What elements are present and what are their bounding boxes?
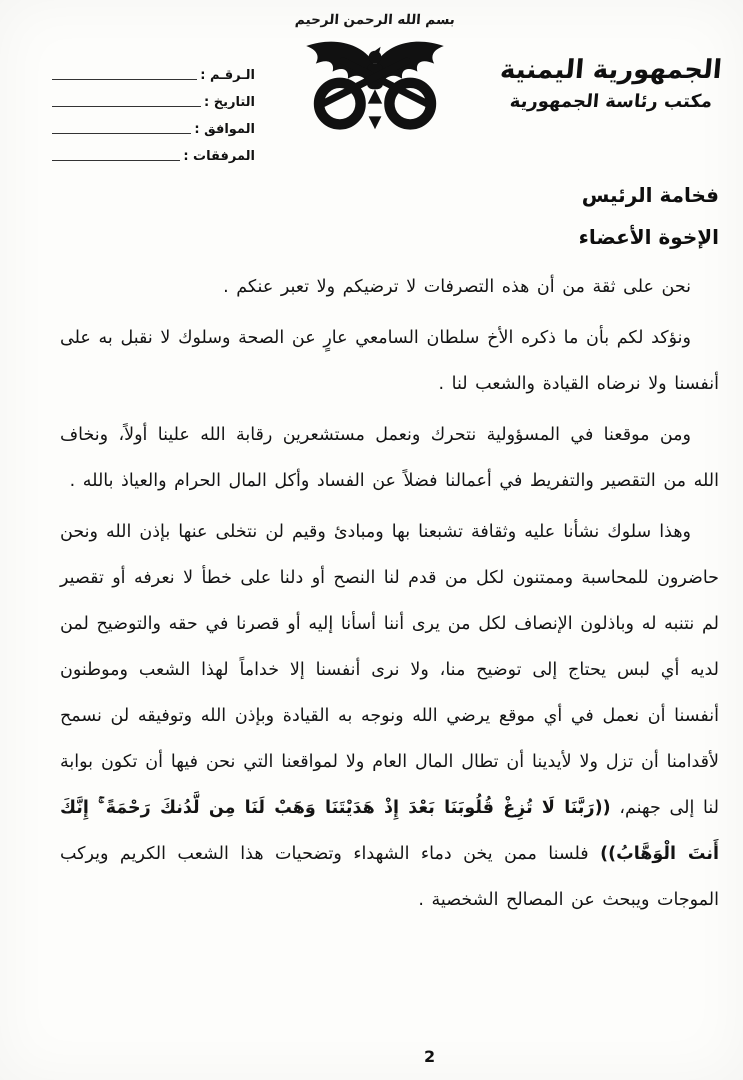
corresponding-fill-line <box>52 133 191 134</box>
form-row-corresponding <box>50 110 255 137</box>
salutation-president: فخامة الرئيس <box>581 183 719 207</box>
paragraph-4-pre-text: وهذا سلوك نشأنا عليه وثقافة تشبعنا بها ومبادئ وقيم لن نتخلى عنها بإذن الله ونحن حاضرون للمحاسبة وممتنون لكل من قدم لنا النصح أو دلنا على خطأ لا نعرفه أو تقصير لم نتنبه له وباذلون الإنصاف لكل من يرى أننا أسأنا إليه أو قصرنا في حقه والتوضيح لمن لديه أي لبس يحتاج إلى توضيح منا، ولا نرى أنفسنا إلا خداماً لهذا الشعب وموطنون أنفسنا أن نعمل في أي موقع يرضي الله ونوجه به القيادة وبإذن الله وتوفيقه لن نسمح لأقدامنا أن تزل ولا لأيدينا أن تطال المال العام ولا لمواقعنا التي نحن فيها أن تكون بوابة لنا إلى جهنم، <box>60 522 719 818</box>
yemen-eagle-emblem-icon <box>295 30 455 134</box>
paragraph-2: ونؤكد لكم بأن ما ذكره الأخ سلطان السامعي عارٍ عن الصحة وسلوك لا نقبل به على أنفسنا ولا نرضاه القيادة والشعب لنا . <box>60 328 719 394</box>
date-field-label: التاريخ : <box>204 95 255 110</box>
paragraph-4-post-text: فلسنا ممن يخن دماء الشهداء وتضحيات هذا الشعب الكريم ويركب الموجات ويبحث عن المصالح الشخصية . <box>60 844 719 910</box>
office-title: مكتب رئاسة الجمهورية <box>508 91 714 113</box>
number-field-label: الـرقـم : <box>200 68 255 83</box>
attachments-fill-line <box>52 160 180 161</box>
quran-verse: ((رَبَّنَا لَا تُزِغْ قُلُوبَنَا بَعْدَ إِذْ هَدَيْتَنَا وَهَبْ لَنَا مِن لَّدُنكَ رَحْمَةً ۚ إِنَّكَ أَنتَ الْوَهَّابُ)) <box>60 798 720 864</box>
emblem-block <box>288 12 462 134</box>
letterhead-titles <box>486 52 736 115</box>
form-row-number <box>50 56 255 83</box>
country-title: الجمهورية اليمنية <box>498 55 724 85</box>
corresponding-field-label: الموافق : <box>194 122 255 137</box>
form-row-attachments <box>50 137 255 164</box>
form-row-date <box>50 83 255 110</box>
reference-form-fields <box>50 56 255 164</box>
attachments-field-label: المرفقات : <box>183 149 255 164</box>
date-fill-line <box>52 106 201 107</box>
page-number: 2 <box>424 1047 436 1066</box>
paragraph-3: ومن موقعنا في المسؤولية نتحرك ونعمل مستشعرين رقابة الله علينا أولاً، ونخاف الله من التقصير والتفريط في أعمالنا فضلاً عن الفساد وأكل المال الحرام والعياذ بالله . <box>60 425 719 491</box>
paragraph-1: نحن على ثقة من أن هذه التصرفات لا ترضيكم ولا تعبر عنكم . <box>223 277 691 297</box>
number-fill-line <box>52 79 197 80</box>
letter-body <box>60 180 719 928</box>
salutation-members: الإخوة الأعضاء <box>578 225 719 249</box>
paragraph-4-with-verse <box>60 509 719 923</box>
bismillah-calligraphy: بسم الله الرحمن الرحيم <box>294 12 456 28</box>
